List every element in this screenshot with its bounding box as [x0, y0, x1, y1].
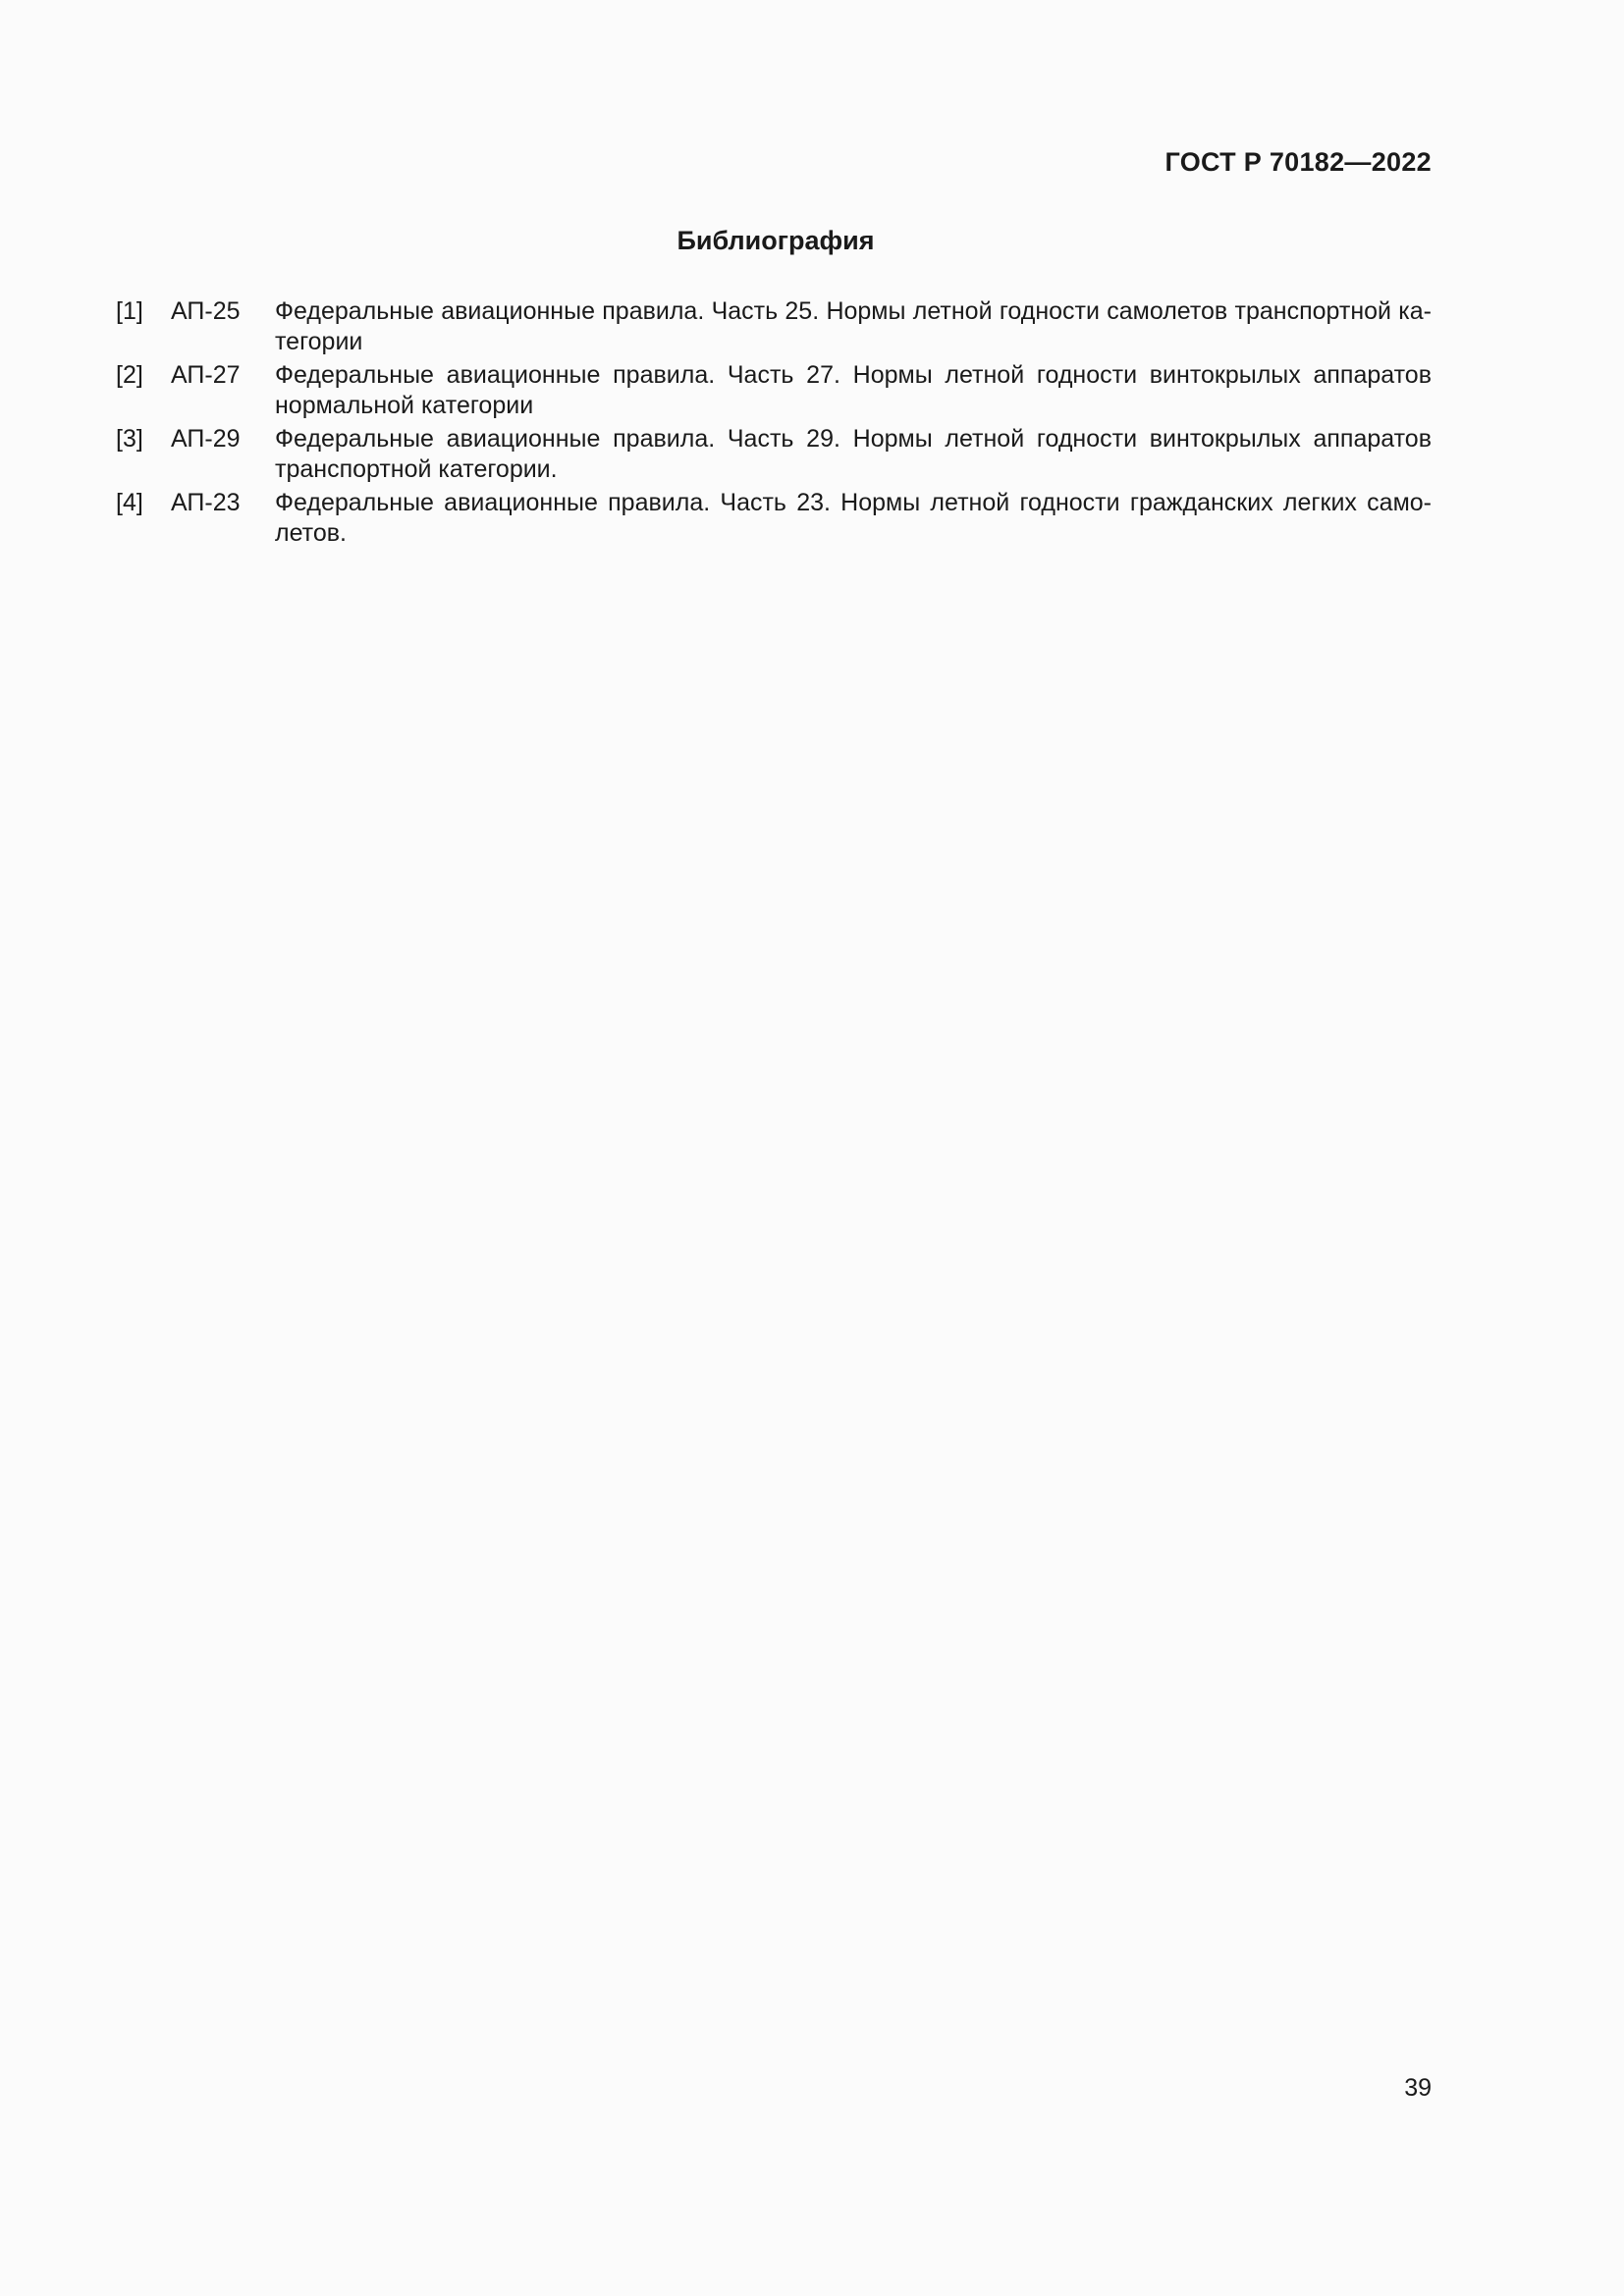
entry-number: [2]	[116, 361, 143, 389]
entry-number: [1]	[116, 297, 143, 325]
bibliography-entry	[116, 488, 1432, 549]
entry-number: [3]	[116, 425, 143, 453]
bibliography-entry	[116, 360, 1432, 421]
entry-code: АП-23	[171, 489, 241, 516]
bibliography-entry	[116, 424, 1432, 485]
entry-code: АП-25	[171, 297, 241, 325]
entry-code: АП-29	[171, 425, 241, 453]
document-code: ГОСТ Р 70182—2022	[1164, 147, 1432, 177]
entry-text: Федеральные авиационные правила. Часть 27. Нормы летной годности винтокрылых аппаратов нормальной категории	[275, 361, 1432, 419]
page-number: 39	[1404, 2074, 1432, 2102]
entry-number: [4]	[116, 489, 143, 516]
entry-text: Федеральные авиационные правила. Часть 23. Нормы летной годности гражданских легких само-летов.	[275, 489, 1432, 547]
entry-code: АП-27	[171, 361, 241, 389]
bibliography-list	[116, 296, 1432, 552]
entry-text: Федеральные авиационные правила. Часть 25. Нормы летной годности самолетов транспортной ка-тегории	[275, 297, 1432, 355]
bibliography-entry	[116, 296, 1432, 357]
section-title: Библиография	[677, 226, 875, 255]
entry-text: Федеральные авиационные правила. Часть 29. Нормы летной годности винтокрылых аппаратов транспортной категории.	[275, 425, 1432, 483]
